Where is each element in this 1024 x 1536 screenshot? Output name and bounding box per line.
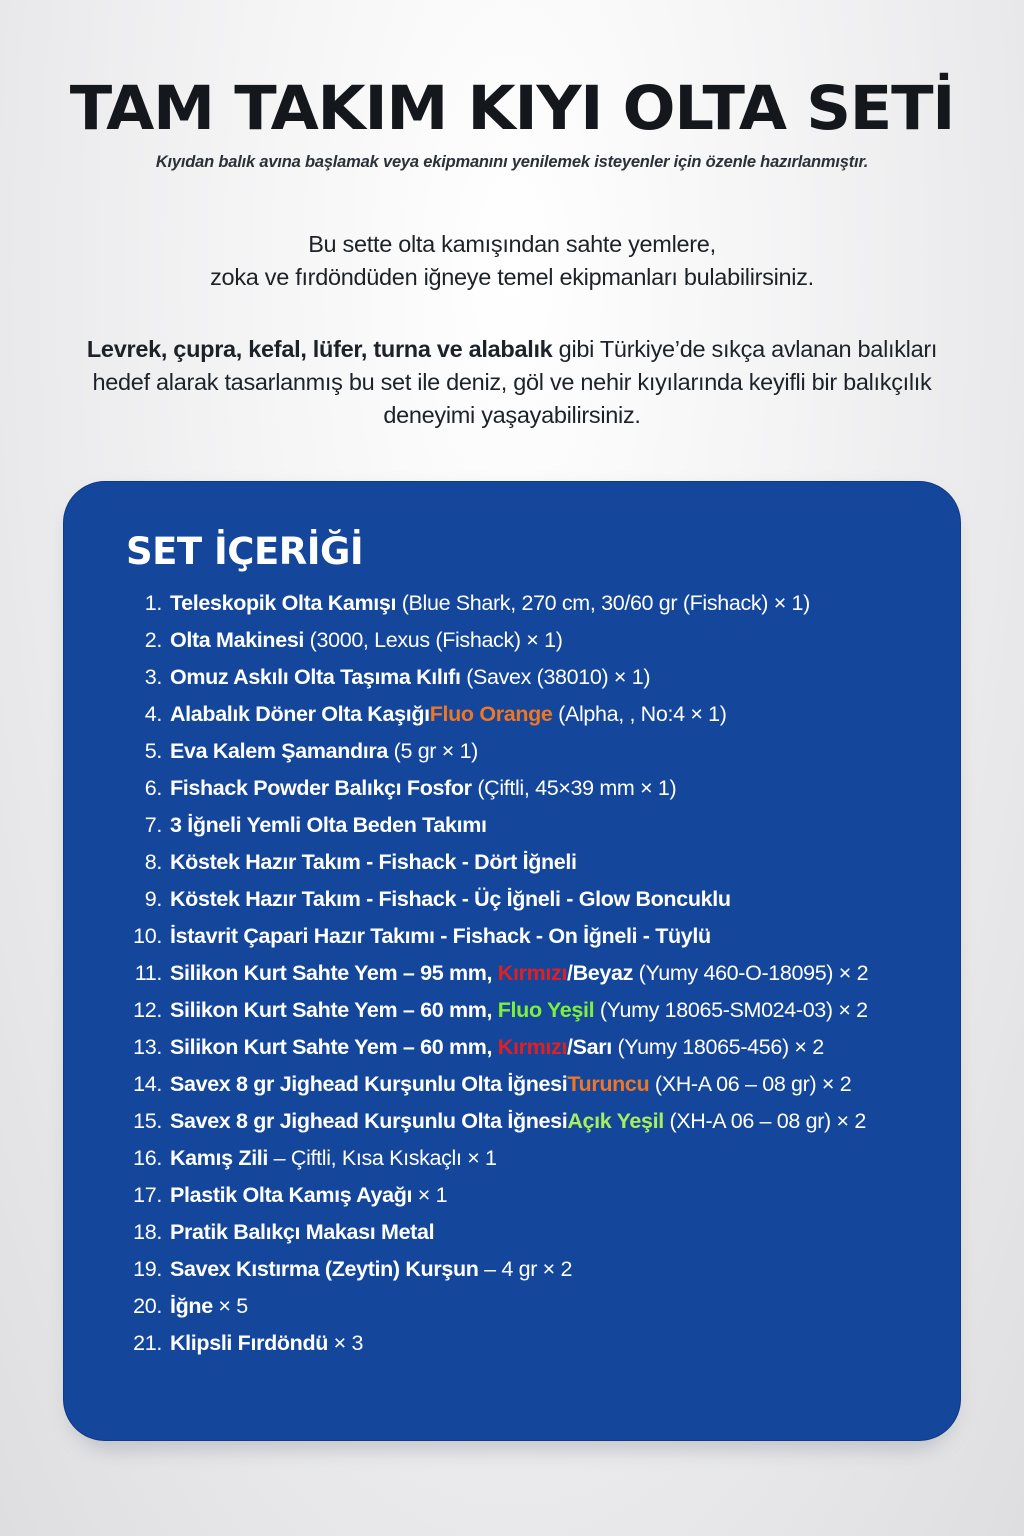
list-item <box>118 590 906 615</box>
item-plain: – 4 gr × 2 <box>478 1256 573 1281</box>
item-plain2: × 2 <box>821 1071 852 1096</box>
item-plain: (3000, Lexus (Fishack) × 1) <box>304 627 563 652</box>
list-item <box>118 1108 906 1133</box>
list-item <box>118 775 906 800</box>
list-item <box>118 627 906 652</box>
item-bold: Köstek Hazır Takım - Fishack - Dört İğneli <box>170 849 577 874</box>
item-bold: Pratik Balıkçı Makası Metal <box>170 1219 435 1244</box>
list-item <box>118 701 906 726</box>
list-item <box>118 1182 906 1207</box>
item-bold: Savex 8 gr Jighead Kurşunlu Olta İğnesi <box>170 1071 568 1096</box>
item-plain2: , No:4 × 1) <box>629 701 727 726</box>
page-header <box>0 0 1024 172</box>
set-contents-card <box>63 481 961 1441</box>
item-plain: × 1 <box>412 1182 448 1207</box>
item-bold: Fishack Powder Balıkçı Fosfor <box>170 775 472 800</box>
intro-p2-rest: gibi Türkiye’de sıkça avlanan balıkları hedef alarak tasarlanmış bu set ile deniz, göl ve nehir kıyılarında keyifli bir balıkçılık deneyimi yaşayabilirsiniz. <box>92 335 938 429</box>
item-bold: Köstek Hazır Takım - Fishack - Üç İğneli - Glow Boncuklu <box>170 886 731 911</box>
item-plain2: × 2 <box>836 1108 866 1133</box>
item-color_text: Kırmızı <box>497 1034 567 1059</box>
item-plain: (5 gr × 1) <box>388 738 478 763</box>
list-item <box>118 960 906 985</box>
list-item <box>118 1330 906 1355</box>
item-plain: (Yumy 18065-SM024-03) × 2 <box>594 997 868 1022</box>
item-color_text: Fluo Orange <box>429 701 553 726</box>
item-plain: × 5 <box>212 1293 248 1318</box>
list-item <box>118 1293 906 1318</box>
item-color_text: Kırmızı <box>497 960 567 985</box>
item-bold: Savex Kıstırma (Zeytin) Kurşun <box>170 1256 479 1281</box>
item-plain: × 3 <box>328 1330 364 1355</box>
item-bold: İğne <box>170 1293 213 1318</box>
list-item <box>118 997 906 1022</box>
item-bold: Klipsli Fırdöndü <box>170 1330 329 1355</box>
item-bold: Plastik Olta Kamış Ayağı <box>170 1182 413 1207</box>
set-contents-card-wrapper <box>63 481 961 1441</box>
item-bold: Olta Makinesi <box>170 627 305 652</box>
list-item <box>118 738 906 763</box>
list-item <box>118 1034 906 1059</box>
item-bold: Silikon Kurt Sahte Yem – 60 mm, <box>170 997 498 1022</box>
intro-paragraph-1 <box>86 228 938 295</box>
item-plain: (Çiftli, 45×39 mm × 1) <box>471 775 677 800</box>
item-bold: Eva Kalem Şamandıra <box>170 738 389 763</box>
item-bold: Silikon Kurt Sahte Yem – 95 mm, <box>170 960 498 985</box>
list-item <box>118 812 906 837</box>
intro-p2-highlight: Levrek, çupra, kefal, lüfer, turna ve alabalık <box>86 335 553 362</box>
item-bold: Omuz Askılı Olta Taşıma Kılıfı <box>170 664 461 689</box>
list-item <box>118 1145 906 1170</box>
item-bold: 3 İğneli Yemli Olta Beden Takımı <box>170 812 487 837</box>
item-color_text: Fluo Yeşil <box>497 997 595 1022</box>
item-bold: Silikon Kurt Sahte Yem – 60 mm, <box>170 1034 498 1059</box>
item-bold2: /Sarı <box>567 1034 612 1059</box>
set-contents-list <box>118 590 906 1355</box>
item-bold: Kamış Zili <box>170 1145 269 1170</box>
item-bold: Alabalık Döner Olta Kaşığı <box>170 701 430 726</box>
intro-section <box>0 228 1024 433</box>
list-item <box>118 1071 906 1096</box>
list-item <box>118 1256 906 1281</box>
item-bold: Teleskopik Olta Kamışı <box>170 590 397 615</box>
item-plain: – Çiftli, Kısa Kıskaçlı × 1 <box>268 1145 497 1170</box>
list-item <box>118 664 906 689</box>
intro-p1-line1: Bu sette olta kamışından sahte yemlere, <box>308 231 716 257</box>
item-plain: (Yumy 460-O-18095) × 2 <box>633 960 869 985</box>
page-title: TAM TAKIM KIYI OLTA SETİ <box>69 73 955 144</box>
list-item <box>118 886 906 911</box>
item-plain: (Savex (38010) × 1) <box>460 664 651 689</box>
item-bold2: /Beyaz <box>567 960 634 985</box>
list-item <box>118 923 906 948</box>
item-plain: (Alpha, <box>552 701 630 726</box>
item-bold: Savex 8 gr Jighead Kurşunlu Olta İğnesi <box>170 1108 568 1133</box>
item-color_text: Turuncu <box>567 1071 650 1096</box>
list-item <box>118 849 906 874</box>
item-plain: (Blue Shark, 270 cm, 30/60 gr (Fishack) × 1) <box>396 590 810 615</box>
page-subtitle: Kıyıdan balık avına başlamak veya ekipmanını yenilemek isteyenler için özenle hazırlanmıştır. <box>155 153 869 171</box>
set-contents-title: SET İÇERİĞİ <box>126 529 364 573</box>
item-plain: (XH-A 06 – 08 gr) <box>649 1071 822 1096</box>
item-plain: (XH-A 06 – 08 gr) <box>663 1108 837 1133</box>
intro-p1-line2: zoka ve fırdöndüden iğneye temel ekipmanları bulabilirsiniz. <box>210 264 814 291</box>
list-item <box>118 1219 906 1244</box>
item-bold: İstavrit Çapari Hazır Takımı - Fishack - On İğneli - Tüylü <box>170 923 711 948</box>
item-color_text: Açık Yeşil <box>567 1108 664 1133</box>
item-plain: (Yumy 18065-456) × 2 <box>611 1034 824 1059</box>
intro-paragraph-2 <box>86 333 938 433</box>
